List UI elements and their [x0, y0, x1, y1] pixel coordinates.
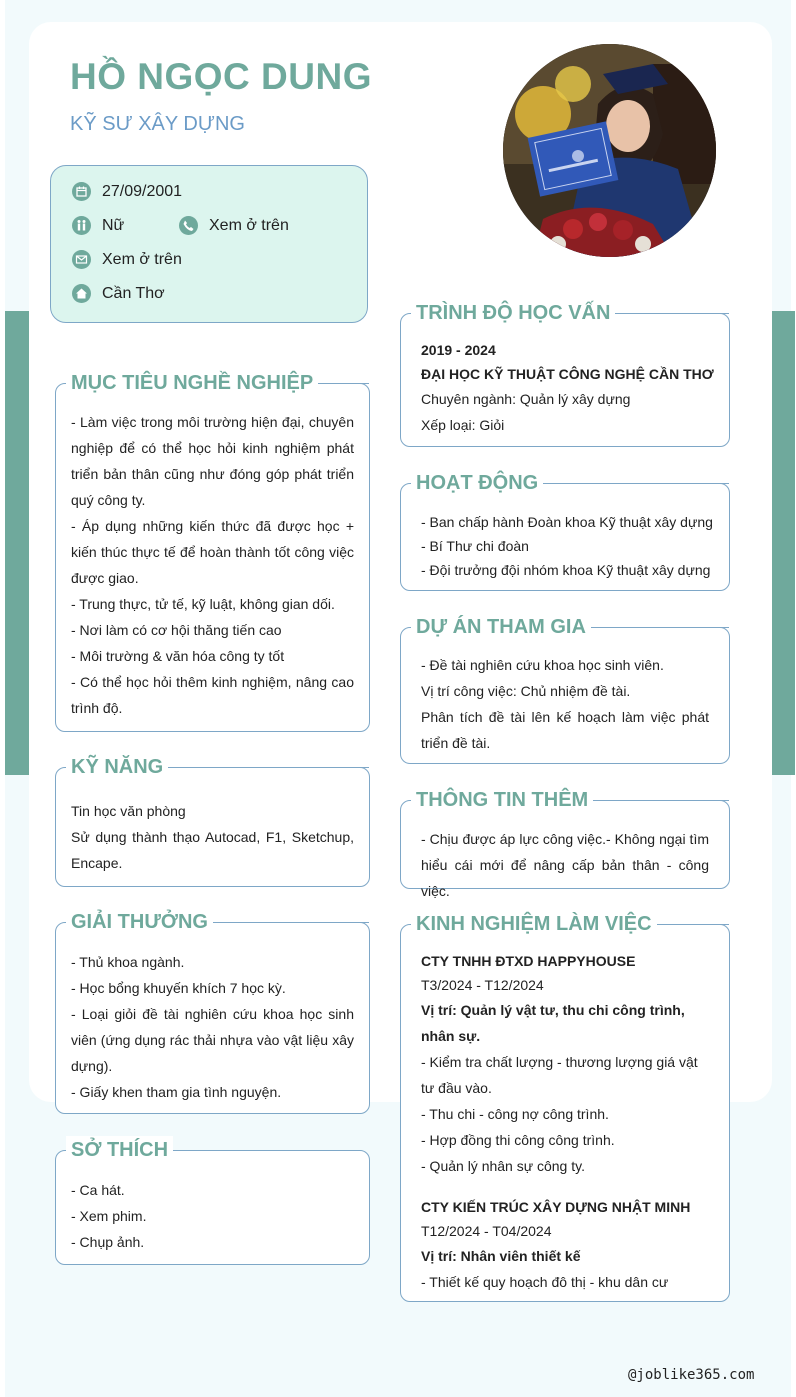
- hobby-item: - Xem phim.: [71, 1208, 147, 1224]
- job-task: - Thu chi - công nợ công trình.: [421, 1106, 609, 1122]
- section-additional-title: THÔNG TIN THÊM: [411, 786, 593, 814]
- contact-address: [72, 284, 165, 303]
- award-item: - Loại giỏi đề tài nghiên cứu khoa học sinh viên (ứng dụng rác thải nhựa vào vật liệu xây dựng).: [71, 1006, 354, 1074]
- job-task: - Thiết kế quy hoạch đô thị - khu dân cư: [421, 1274, 669, 1290]
- section-hobbies-title: SỞ THÍCH: [66, 1136, 173, 1164]
- award-item: - Học bổng khuyến khích 7 học kỳ.: [71, 980, 286, 996]
- job-entry: [421, 1195, 709, 1295]
- section-projects-title: DỰ ÁN THAM GIA: [411, 613, 591, 641]
- objective-item: - Môi trường & văn hóa công ty tốt: [71, 648, 285, 664]
- project-item: - Đề tài nghiên cứu khoa học sinh viên.: [421, 657, 664, 673]
- contact-gender: [72, 216, 124, 235]
- objective-item: - Làm việc trong môi trường hiện đại, chuyên nghiệp để có thể học hỏi kinh nghiệm phát triển bản thân cũng như đóng góp phát triển quý công ty.: [71, 414, 354, 508]
- hobbies-list: [71, 1177, 354, 1255]
- candidate-job-title: KỸ SƯ XÂY DỰNG: [70, 113, 245, 135]
- contact-address-value: Cần Thơ: [102, 284, 165, 302]
- objective-item: - Nơi làm có cơ hội thăng tiến cao: [71, 622, 282, 638]
- contact-email: [72, 250, 182, 269]
- section-education-title: TRÌNH ĐỘ HỌC VẤN: [411, 299, 615, 327]
- section-awards: [55, 911, 370, 1114]
- additional-text: - Chịu được áp lực công việc.- Không ngại tìm hiểu cái mới để nâng cấp bản thân - công việc.: [421, 831, 709, 899]
- project-item: Phân tích đề tài lên kế hoạch làm việc phát triển đề tài.: [421, 709, 709, 751]
- section-experience: [400, 913, 730, 1302]
- job-period: T3/2024 - T12/2024: [421, 977, 544, 993]
- objective-list: [71, 409, 354, 721]
- section-awards-title: GIẢI THƯỞNG: [66, 908, 213, 936]
- decorative-band-right: [772, 311, 795, 775]
- job-task: - Kiểm tra chất lượng - thương lượng giá vật tư đầu vào.: [421, 1054, 698, 1096]
- contact-gender-value: Nữ: [102, 216, 125, 234]
- section-skills-title: KỸ NĂNG: [66, 753, 168, 781]
- award-item: - Giấy khen tham gia tình nguyện.: [71, 1084, 282, 1100]
- section-skills: [55, 756, 370, 887]
- activity-item: - Ban chấp hành Đoàn khoa Kỹ thuật xây dựng: [421, 514, 713, 530]
- contact-phone: [179, 216, 289, 235]
- job-entry: [421, 949, 709, 1179]
- avatar-photo: [503, 44, 716, 257]
- candidate-name: HỒ NGỌC DUNG: [70, 56, 372, 97]
- awards-list: [71, 949, 354, 1105]
- skills-list: [71, 798, 354, 876]
- job-company: CTY KIẾN TRÚC XÂY DỰNG NHẬT MINH: [421, 1199, 691, 1215]
- job-task: - Hợp đồng thi công công trình.: [421, 1132, 615, 1148]
- objective-item: - Trung thực, tử tế, kỹ luật, không gian dối.: [71, 596, 335, 612]
- contact-phone-value: Xem ở trên: [209, 216, 289, 234]
- education-rank: Xếp loại: Giỏi: [421, 417, 505, 433]
- contact-birthday-value: 27/09/2001: [102, 182, 183, 200]
- job-company: CTY TNHH ĐTXD HAPPYHOUSE: [421, 953, 636, 969]
- phone-icon: [179, 216, 198, 235]
- education-school: ĐẠI HỌC KỸ THUẬT CÔNG NGHỆ CẦN THƠ: [421, 366, 714, 382]
- gender-icon: [72, 216, 91, 235]
- activity-item: - Đội trưởng đội nhóm khoa Kỹ thuật xây dựng: [421, 562, 711, 578]
- section-education: [400, 302, 730, 447]
- section-objective: [55, 372, 370, 732]
- job-task: - Quản lý nhân sự công ty.: [421, 1158, 585, 1174]
- projects-list: [421, 652, 709, 756]
- education-period: 2019 - 2024: [421, 342, 496, 358]
- mail-icon: [72, 250, 91, 269]
- hobby-item: - Chụp ảnh.: [71, 1234, 145, 1250]
- education-major: Chuyên ngành: Quản lý xây dựng: [421, 391, 631, 407]
- job-period: T12/2024 - T04/2024: [421, 1223, 552, 1239]
- skill-item: Sử dụng thành thạo Autocad, F1, Sketchup, Encape.: [71, 829, 354, 871]
- section-activities: [400, 472, 730, 591]
- award-item: - Thủ khoa ngành.: [71, 954, 185, 970]
- section-hobbies: [55, 1139, 370, 1265]
- education-body: [421, 338, 714, 438]
- avatar: [503, 44, 716, 257]
- calendar-icon: [72, 182, 91, 201]
- decorative-band-left: [5, 311, 30, 775]
- section-experience-title: KINH NGHIỆM LÀM VIỆC: [411, 910, 657, 938]
- skill-item: Tin học văn phòng: [71, 803, 186, 819]
- hobby-item: - Ca hát.: [71, 1182, 125, 1198]
- contact-box: [50, 165, 368, 323]
- section-projects: [400, 616, 730, 764]
- home-icon: [72, 284, 91, 303]
- job-position: Vị trí: Quản lý vật tư, thu chi công trình, nhân sự.: [421, 1002, 685, 1044]
- section-activities-title: HOẠT ĐỘNG: [411, 469, 543, 497]
- project-item: Vị trí công việc: Chủ nhiệm đề tài.: [421, 683, 631, 699]
- experience-list: [421, 949, 709, 1295]
- activities-list: [421, 510, 714, 582]
- contact-email-value: Xem ở trên: [102, 250, 182, 268]
- section-objective-title: MỤC TIÊU NGHỀ NGHIỆP: [66, 369, 318, 397]
- activity-item: - Bí Thư chi đoàn: [421, 538, 529, 554]
- watermark: @joblike365.com: [628, 1367, 755, 1383]
- section-additional: [400, 789, 730, 899]
- contact-birthday: [72, 182, 182, 201]
- objective-item: - Áp dụng những kiến thức đã được học + kiến thúc thực tế để hoàn thành tốt công việc được giao.: [71, 518, 354, 586]
- job-position: Vị trí: Nhân viên thiết kế: [421, 1248, 581, 1264]
- objective-item: - Có thể học hỏi thêm kinh nghiệm, nâng cao trình độ.: [71, 674, 354, 716]
